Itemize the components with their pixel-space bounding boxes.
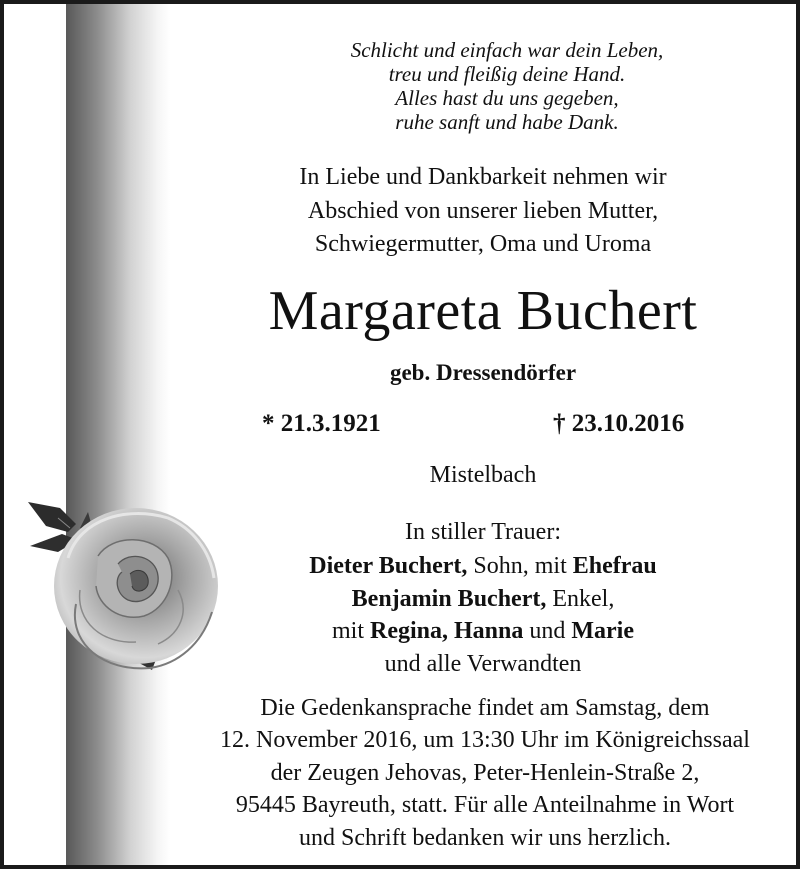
mourner-conj: und — [523, 618, 572, 644]
mourner-name: Dieter Buchert, — [309, 553, 468, 579]
service-line: der Zeugen Jehovas, Peter-Henlein-Straße 2, — [270, 760, 700, 786]
service-line: Die Gedenkansprache findet am Samstag, dem — [260, 695, 710, 721]
service-line: 95445 Bayreuth, statt. Für alle Anteilnahme in Wort — [235, 792, 735, 818]
mourner-spouse: Ehefrau — [572, 553, 657, 579]
intro-line: Schwiegermutter, Oma und Uroma — [314, 231, 652, 257]
death-date: † 23.10.2016 — [553, 410, 685, 437]
intro-line: Abschied von unserer lieben Mutter, — [307, 198, 659, 224]
poem-line: Alles hast du uns gegeben, — [395, 86, 619, 110]
mourner-line — [170, 614, 796, 648]
place: Mistelbach — [429, 462, 537, 488]
birth-date: * 21.3.1921 — [262, 410, 381, 437]
mourner-relation: Sohn, mit — [467, 553, 573, 579]
deceased-name: Margareta Buchert — [268, 280, 698, 342]
service-line: 12. November 2016, um 13:30 Uhr im Königreichssaal — [220, 727, 750, 753]
mourner-line — [170, 582, 796, 616]
mourner-prefix: mit — [331, 618, 370, 644]
mourners-heading: In stiller Trauer: — [405, 519, 561, 545]
mourner-relation: Enkel, — [546, 586, 615, 612]
mourner-name: Benjamin Buchert, — [351, 586, 547, 612]
birth-name: geb. Dressendörfer — [389, 360, 577, 385]
poem-line: ruhe sanft und habe Dank. — [395, 110, 619, 134]
mourner-names: Regina, Hanna — [370, 618, 524, 644]
mourner-line: und alle Verwandten — [384, 651, 582, 677]
intro-line: In Liebe und Dankbarkeit nehmen wir — [299, 164, 667, 190]
mourner-last: Marie — [571, 618, 634, 644]
service-line: und Schrift bedanken wir uns herzlich. — [299, 825, 671, 851]
poem-line: treu und fleißig deine Hand. — [388, 62, 626, 86]
poem-line: Schlicht und einfach war dein Leben, — [350, 38, 664, 62]
mourner-line — [170, 549, 796, 583]
grey-gradient-band — [66, 4, 170, 869]
